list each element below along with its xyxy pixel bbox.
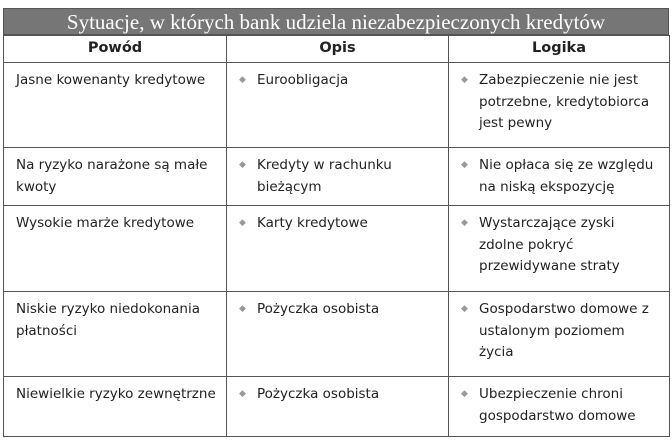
logic-text: Wystarczające zyski zdolne pokryć przewidywane straty [479, 215, 620, 274]
reason-text: Niewielkie ryzyko zewnętrzne [16, 386, 216, 402]
reason-text: Niskie ryzyko niedokonania płatności [16, 301, 200, 339]
header-reason: Powód [4, 36, 227, 63]
header-row [4, 36, 670, 63]
header-logic: Logika [449, 36, 670, 63]
bullet-icon: ◆ [461, 160, 468, 170]
reason-cell [4, 148, 227, 206]
loan-table-container [3, 8, 669, 437]
table-row [4, 377, 670, 437]
description-cell [227, 206, 449, 292]
description-cell [227, 148, 449, 206]
description-cell [227, 63, 449, 148]
reason-cell [4, 377, 227, 437]
header-description: Opis [227, 36, 449, 63]
bullet-icon: ◆ [239, 75, 246, 85]
reason-text: Wysokie marże kredytowe [16, 215, 195, 231]
bullet-icon: ◆ [461, 218, 468, 228]
logic-text: Nie opłaca się ze względu na niską ekspozycję [479, 157, 654, 195]
loan-table [3, 35, 670, 437]
reason-text: Jasne kowenanty kredytowe [16, 72, 206, 88]
bullet-icon: ◆ [239, 218, 246, 228]
bullet-icon: ◆ [461, 75, 468, 85]
logic-cell [449, 377, 670, 437]
description-text: Karty kredytowe [257, 215, 368, 231]
description-text: Pożyczka osobista [257, 301, 380, 317]
logic-cell [449, 206, 670, 292]
table-row [4, 206, 670, 292]
logic-cell [449, 292, 670, 377]
table-row [4, 148, 670, 206]
logic-text: Gospodarstwo domowe z ustalonym poziomem życia [479, 301, 649, 360]
description-text: Kredyty w rachunku bieżącym [257, 157, 392, 195]
description-cell [227, 292, 449, 377]
table-row [4, 292, 670, 377]
description-text: Pożyczka osobista [257, 386, 380, 402]
table-title: Sytuacje, w których bank udziela niezabezpieczonych kredytów [3, 8, 669, 35]
logic-text: Ubezpieczenie chroni gospodarstwo domowe [479, 386, 636, 424]
bullet-icon: ◆ [461, 304, 468, 314]
bullet-icon: ◆ [239, 304, 246, 314]
bullet-icon: ◆ [239, 389, 246, 399]
table-row [4, 63, 670, 148]
reason-cell [4, 206, 227, 292]
logic-text: Zabezpieczenie nie jest potrzebne, kredytobiorca jest pewny [479, 72, 650, 131]
description-text: Euroobligacja [257, 72, 349, 88]
reason-text: Na ryzyko narażone są małe kwoty [16, 157, 208, 195]
reason-cell [4, 63, 227, 148]
logic-cell [449, 148, 670, 206]
reason-cell [4, 292, 227, 377]
description-cell [227, 377, 449, 437]
logic-cell [449, 63, 670, 148]
bullet-icon: ◆ [461, 389, 468, 399]
bullet-icon: ◆ [239, 160, 246, 170]
